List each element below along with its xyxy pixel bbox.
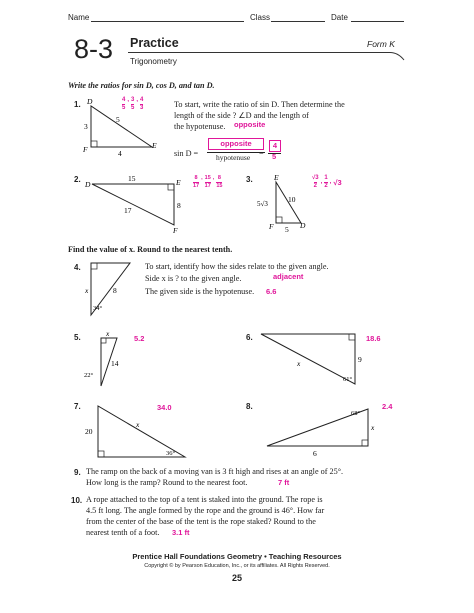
- form-label: Form K: [367, 39, 395, 49]
- p3-label-F: F: [269, 222, 274, 231]
- p7-label-angle: 36°: [166, 450, 176, 457]
- p4-line1: To start, identify how the sides relate to the given angle.: [145, 262, 329, 271]
- p2-label-17: 17: [124, 206, 132, 215]
- class-line[interactable]: [271, 21, 325, 22]
- p8-label-x: x: [371, 423, 375, 432]
- section2-instruction: Find the value of x. Round to the nearest tenth.: [68, 245, 233, 254]
- problem-4-number: 4.: [74, 263, 81, 272]
- page-number: 25: [231, 573, 242, 583]
- p1-answer-sin-num: 4: [122, 97, 126, 103]
- p4-answer: 6.6: [266, 287, 277, 296]
- p8-label-angle: 68°: [351, 410, 361, 417]
- problem-8-triangle: [255, 400, 375, 460]
- problem-1-number: 1.: [74, 100, 81, 109]
- p1-equals: =: [259, 149, 264, 158]
- p2-label-8: 8: [177, 201, 181, 210]
- problem-8-number: 8.: [246, 402, 253, 411]
- p5-label-x: x: [106, 330, 110, 338]
- p10-line4: nearest tenth of a foot.: [86, 528, 160, 537]
- p4-line2: Side x is ? to the given angle.: [145, 274, 242, 283]
- p1-answer: 4 5 , 3 5 , 4 3: [122, 97, 144, 111]
- p1-frac-num-box[interactable]: 4: [269, 140, 281, 152]
- p1-label-5: 5: [116, 115, 120, 124]
- problem-4-triangle: [82, 259, 137, 321]
- title-rule-curve: [380, 40, 410, 64]
- problem-5-number: 5.: [74, 333, 81, 342]
- p9-answer: 7 ft: [278, 478, 290, 487]
- p3-label-5: 5: [285, 225, 289, 234]
- p5-label-14: 14: [111, 359, 119, 368]
- p5-answer: 5.2: [134, 334, 145, 343]
- practice-title: Practice: [130, 36, 179, 50]
- p7-answer: 34.0: [157, 403, 172, 412]
- problem-10-number: 10.: [71, 496, 83, 505]
- problem-6-triangle: [255, 330, 365, 392]
- problem-3-number: 3.: [246, 175, 253, 184]
- problem-2-number: 2.: [74, 175, 81, 184]
- p2-label-15: 15: [128, 174, 136, 183]
- p4-label-8: 8: [113, 286, 117, 295]
- title-rule: [128, 52, 390, 53]
- date-label: Date: [331, 13, 348, 22]
- p7-label-20: 20: [85, 427, 93, 436]
- p8-label-6: 6: [313, 449, 317, 458]
- p6-answer: 18.6: [366, 334, 381, 343]
- p3-label-E: E: [274, 173, 279, 182]
- footer-publisher: Prentice Hall Foundations Geometry • Teaching Resources: [132, 552, 342, 561]
- p1-label-F: F: [83, 145, 88, 154]
- problem-3-triangle: [253, 172, 313, 234]
- problem-7-number: 7.: [74, 402, 81, 411]
- p1-line3: the hypotenuse.: [174, 122, 226, 131]
- p1-label-E: E: [152, 141, 157, 150]
- p4-fill-adjacent: adjacent: [273, 272, 304, 281]
- p3-answer: √3 2 , 1 2 , √3: [312, 175, 342, 189]
- problem-2-triangle: [84, 172, 194, 234]
- p6-label-angle: 61°: [343, 376, 353, 383]
- p10-line2: 4.5 ft long. The angle formed by the rope and the ground is 46°. How far: [86, 506, 325, 515]
- p6-label-x: x: [297, 359, 301, 368]
- p9-line2: How long is the ramp? Round to the nearest foot.: [86, 478, 248, 487]
- section1-instruction: Write the ratios for sin D, cos D, and tan D.: [68, 81, 215, 90]
- p4-line3: The given side is the hypotenuse.: [145, 287, 255, 296]
- p2-label-F: F: [173, 226, 178, 234]
- p10-line3: from the center of the base of the tent is the rope staked? Round to the: [86, 517, 316, 526]
- p3-label-5r3: 5√3: [257, 200, 268, 208]
- p1-label-4: 4: [118, 149, 122, 158]
- footer-copyright: Copyright © by Pearson Education, Inc., or its affiliates. All Rights Reserved.: [144, 563, 330, 569]
- p3-label-D: D: [300, 221, 306, 230]
- p8-answer: 2.4: [382, 402, 393, 411]
- p5-label-angle: 22°: [84, 372, 94, 379]
- problem-5-triangle: [82, 330, 132, 392]
- problem-1-triangle: [82, 96, 160, 158]
- problem-7-triangle: [82, 400, 192, 462]
- date-line[interactable]: [351, 21, 404, 22]
- p1-denominator: hypotenuse: [216, 153, 251, 162]
- p3-label-10: 10: [288, 195, 296, 204]
- p1-formula-lhs: sin D =: [174, 149, 199, 158]
- class-label: Class: [250, 13, 271, 22]
- p1-fill-opposite: opposite: [234, 120, 266, 129]
- p4-label-angle: 34°: [93, 305, 103, 312]
- p1-label-3: 3: [84, 122, 88, 131]
- problem-9-number: 9.: [74, 468, 81, 477]
- p1-label-D: D: [87, 97, 93, 106]
- p10-line1: A rope attached to the top of a tent is staked into the ground. The rope is: [86, 495, 323, 504]
- name-line[interactable]: [91, 21, 244, 22]
- p7-label-x: x: [136, 420, 140, 429]
- topic-label: Trigonometry: [130, 57, 177, 66]
- p2-answer: 8 17 , 15 17 , 8 15: [193, 175, 223, 189]
- p1-frac-den: 5: [272, 152, 277, 161]
- problem-6-number: 6.: [246, 333, 253, 342]
- p1-line1: To start, write the ratio of sin D. Then determine the: [174, 100, 345, 109]
- lesson-number: 8-3: [74, 34, 114, 64]
- name-label: Name: [68, 13, 90, 22]
- p10-answer: 3.1 ft: [172, 528, 190, 537]
- p2-label-D: D: [85, 180, 91, 189]
- p1-line2: length of the side ? ∠D and the length of: [174, 111, 309, 120]
- p1-numerator-box[interactable]: opposite: [208, 138, 264, 150]
- p9-line1: The ramp on the back of a moving van is 3 ft high and rises at an angle of 25°.: [86, 467, 344, 476]
- p2-label-E: E: [176, 178, 181, 187]
- p4-label-x: x: [85, 286, 89, 295]
- p6-label-9: 9: [358, 355, 362, 364]
